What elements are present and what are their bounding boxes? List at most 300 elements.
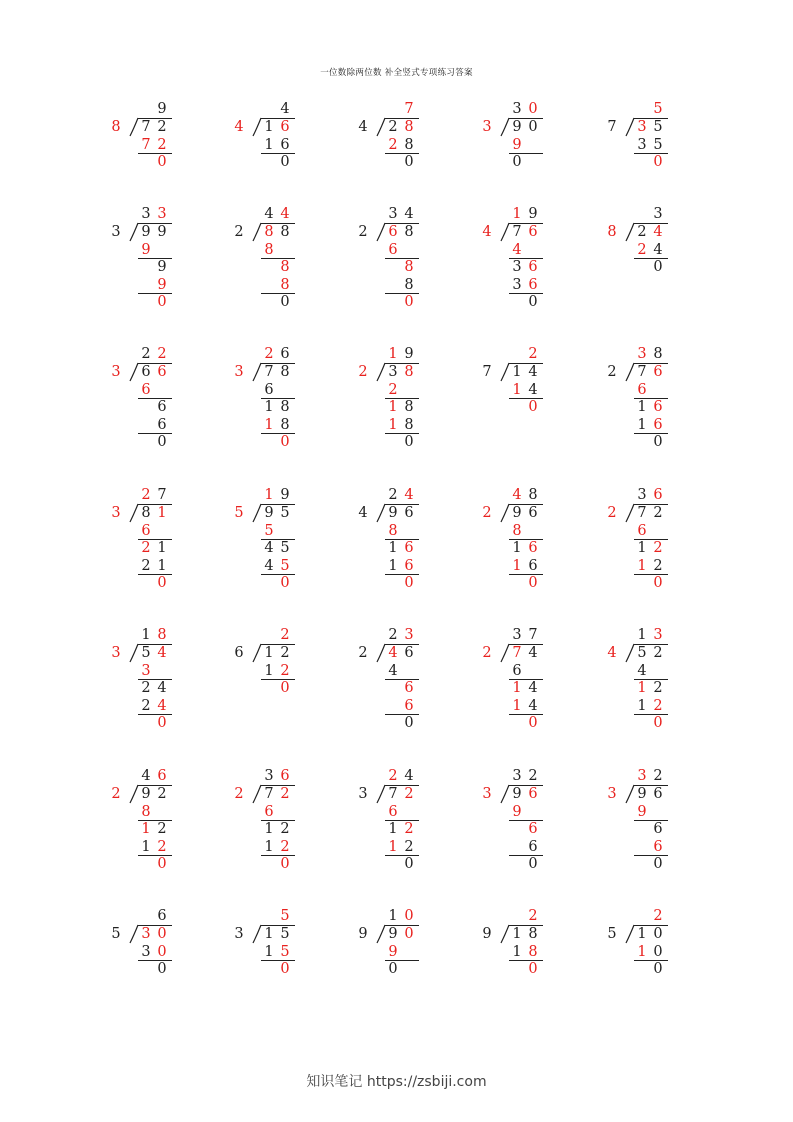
step-digit: 1 <box>157 557 167 574</box>
quotient-digit: 1 <box>388 346 398 362</box>
long-division-bracket-icon <box>373 783 387 809</box>
step-digit: 6 <box>653 416 663 433</box>
dividend-digit: 1 <box>157 505 167 521</box>
divisor: 2 <box>482 645 492 661</box>
quotient-digit: 4 <box>280 101 290 117</box>
step-digit: 1 <box>637 399 647 415</box>
quotient-digit: 3 <box>653 627 663 643</box>
dividend-digit: 7 <box>637 505 647 521</box>
dividend-digit: 2 <box>388 119 398 135</box>
dividend-digit: 2 <box>404 786 414 802</box>
step-digit: 0 <box>280 680 290 696</box>
long-division-bracket-icon <box>497 221 511 247</box>
step-digit: 0 <box>528 715 538 731</box>
divisor: 4 <box>607 645 617 661</box>
quotient-digit: 0 <box>404 908 414 924</box>
divisor: 8 <box>111 119 121 135</box>
step-digit: 6 <box>264 381 274 398</box>
long-division-bracket-icon <box>249 923 263 949</box>
long-division-bracket-icon <box>373 923 387 949</box>
step-digit: 0 <box>157 961 167 977</box>
dividend-digit: 9 <box>512 786 522 802</box>
step-digit: 3 <box>637 136 647 153</box>
step-digit: 9 <box>388 943 398 960</box>
step-digit: 0 <box>404 575 414 591</box>
step-digit: 2 <box>404 821 414 837</box>
division-problem <box>110 907 230 1037</box>
divisor: 3 <box>111 224 121 240</box>
quotient-digit: 2 <box>388 768 398 784</box>
step-digit: 1 <box>264 821 274 837</box>
step-digit: 2 <box>141 540 151 556</box>
quotient-digit: 9 <box>157 101 167 117</box>
quotient-digit: 0 <box>528 101 538 117</box>
step-digit: 1 <box>637 557 647 574</box>
divisor: 2 <box>607 364 617 380</box>
step-digit: 0 <box>157 943 167 960</box>
step-digit: 6 <box>512 662 522 679</box>
quotient-digit: 2 <box>388 627 398 643</box>
dividend-digit: 6 <box>528 224 538 240</box>
quotient-digit: 4 <box>512 487 522 503</box>
long-division-bracket-icon <box>249 221 263 247</box>
division-problem <box>357 205 477 335</box>
step-digit: 2 <box>157 838 167 855</box>
step-digit: 1 <box>264 416 274 433</box>
step-digit: 6 <box>388 803 398 820</box>
step-digit: 8 <box>280 399 290 415</box>
quotient-digit: 4 <box>404 206 414 222</box>
dividend-digit: 9 <box>512 505 522 521</box>
step-digit: 3 <box>512 259 522 275</box>
step-digit: 0 <box>528 961 538 977</box>
step-digit: 9 <box>637 803 647 820</box>
divisor: 3 <box>482 119 492 135</box>
step-digit: 0 <box>157 856 167 872</box>
step-digit: 2 <box>388 381 398 398</box>
step-digit: 0 <box>653 961 663 977</box>
step-digit: 2 <box>280 838 290 855</box>
step-digit: 2 <box>141 680 151 696</box>
divisor: 3 <box>234 364 244 380</box>
dividend-digit: 4 <box>528 364 538 380</box>
step-digit: 8 <box>512 522 522 539</box>
divisor: 3 <box>234 926 244 942</box>
step-digit: 4 <box>512 241 522 258</box>
dividend-digit: 2 <box>653 505 663 521</box>
dividend-digit: 6 <box>141 364 151 380</box>
step-digit: 1 <box>264 943 274 960</box>
step-digit: 1 <box>512 381 522 398</box>
quotient-digit: 4 <box>280 206 290 222</box>
division-problem <box>110 767 230 897</box>
quotient-digit: 2 <box>528 346 538 362</box>
divisor: 3 <box>111 364 121 380</box>
division-problem <box>233 205 353 335</box>
divisor: 3 <box>482 786 492 802</box>
division-problem <box>110 486 230 616</box>
step-digit: 6 <box>653 838 663 855</box>
quotient-digit: 5 <box>280 908 290 924</box>
dividend-digit: 1 <box>264 119 274 135</box>
long-division-bracket-icon <box>249 116 263 142</box>
step-digit: 3 <box>141 662 151 679</box>
step-digit: 0 <box>404 294 414 310</box>
quotient-digit: 2 <box>141 346 151 362</box>
step-digit: 1 <box>512 557 522 574</box>
dividend-digit: 9 <box>157 224 167 240</box>
dividend-digit: 9 <box>264 505 274 521</box>
quotient-digit: 2 <box>141 487 151 503</box>
step-digit: 0 <box>388 961 398 977</box>
step-digit: 1 <box>637 680 647 696</box>
quotient-digit: 3 <box>512 768 522 784</box>
quotient-digit: 2 <box>528 908 538 924</box>
step-digit: 0 <box>157 154 167 170</box>
quotient-digit: 8 <box>157 627 167 643</box>
page-title: 一位数除两位数 补全竖式专项练习答案 <box>320 68 473 78</box>
step-digit: 6 <box>404 557 414 574</box>
step-digit: 6 <box>404 540 414 556</box>
long-division-bracket-icon <box>497 642 511 668</box>
step-digit: 0 <box>157 294 167 310</box>
step-digit: 0 <box>653 575 663 591</box>
quotient-digit: 4 <box>264 206 274 222</box>
quotient-digit: 3 <box>512 101 522 117</box>
dividend-digit: 3 <box>388 364 398 380</box>
divisor: 7 <box>607 119 617 135</box>
step-digit: 5 <box>264 522 274 539</box>
dividend-digit: 2 <box>157 119 167 135</box>
step-digit: 0 <box>653 434 663 450</box>
long-division-bracket-icon <box>249 361 263 387</box>
quotient-digit: 2 <box>280 627 290 643</box>
quotient-digit: 1 <box>512 206 522 222</box>
step-digit: 0 <box>512 154 522 170</box>
dividend-digit: 1 <box>512 926 522 942</box>
quotient-digit: 2 <box>264 346 274 362</box>
divisor: 2 <box>607 505 617 521</box>
step-digit: 9 <box>157 276 167 293</box>
dividend-digit: 4 <box>653 224 663 240</box>
dividend-digit: 2 <box>637 224 647 240</box>
step-digit: 0 <box>528 399 538 415</box>
divisor: 2 <box>358 645 368 661</box>
step-digit: 6 <box>157 399 167 415</box>
quotient-digit: 2 <box>157 346 167 362</box>
step-digit: 8 <box>280 276 290 293</box>
step-digit: 4 <box>157 697 167 714</box>
step-digit: 6 <box>264 803 274 820</box>
step-digit: 6 <box>653 821 663 837</box>
long-division-bracket-icon <box>373 502 387 528</box>
step-digit: 2 <box>404 838 414 855</box>
step-digit: 2 <box>653 557 663 574</box>
long-division-bracket-icon <box>249 642 263 668</box>
division-problem <box>110 205 230 335</box>
long-division-bracket-icon <box>497 923 511 949</box>
step-digit: 0 <box>653 943 663 960</box>
division-problem <box>606 907 726 1037</box>
step-digit: 9 <box>141 241 151 258</box>
step-digit: 0 <box>528 575 538 591</box>
dividend-digit: 1 <box>264 645 274 661</box>
long-division-bracket-icon <box>373 221 387 247</box>
divisor: 2 <box>234 224 244 240</box>
division-problem <box>357 907 477 1037</box>
step-digit: 2 <box>280 662 290 679</box>
step-digit: 6 <box>404 697 414 714</box>
long-division-bracket-icon <box>622 783 636 809</box>
divisor: 2 <box>234 786 244 802</box>
divisor: 4 <box>482 224 492 240</box>
step-digit: 0 <box>528 856 538 872</box>
long-division-bracket-icon <box>373 361 387 387</box>
step-digit: 8 <box>280 259 290 275</box>
dividend-digit: 2 <box>653 645 663 661</box>
step-digit: 6 <box>528 276 538 293</box>
dividend-digit: 7 <box>512 224 522 240</box>
step-digit: 6 <box>141 522 151 539</box>
dividend-digit: 0 <box>404 926 414 942</box>
quotient-digit: 3 <box>141 206 151 222</box>
quotient-digit: 2 <box>528 768 538 784</box>
step-digit: 0 <box>280 434 290 450</box>
quotient-digit: 3 <box>388 206 398 222</box>
divisor: 3 <box>111 645 121 661</box>
dividend-digit: 4 <box>388 645 398 661</box>
step-digit: 2 <box>157 821 167 837</box>
step-digit: 6 <box>404 680 414 696</box>
dividend-digit: 5 <box>653 119 663 135</box>
step-digit: 1 <box>141 838 151 855</box>
long-division-bracket-icon <box>622 221 636 247</box>
step-digit: 0 <box>404 715 414 731</box>
dividend-digit: 0 <box>157 926 167 942</box>
divisor: 9 <box>358 926 368 942</box>
quotient-digit: 6 <box>157 908 167 924</box>
division-problem <box>233 907 353 1037</box>
step-digit: 1 <box>388 540 398 556</box>
step-digit: 0 <box>280 961 290 977</box>
long-division-bracket-icon <box>126 502 140 528</box>
long-division-bracket-icon <box>126 361 140 387</box>
long-division-bracket-icon <box>126 642 140 668</box>
long-division-bracket-icon <box>497 783 511 809</box>
division-problem <box>233 626 353 756</box>
dividend-digit: 6 <box>280 119 290 135</box>
step-digit: 0 <box>280 154 290 170</box>
division-problem <box>481 205 601 335</box>
dividend-digit: 1 <box>637 926 647 942</box>
dividend-digit: 6 <box>404 505 414 521</box>
long-division-bracket-icon <box>249 783 263 809</box>
step-digit: 9 <box>512 803 522 820</box>
step-digit: 0 <box>157 434 167 450</box>
step-digit: 5 <box>280 557 290 574</box>
step-digit: 8 <box>404 259 414 275</box>
step-digit: 5 <box>280 943 290 960</box>
dividend-digit: 1 <box>264 926 274 942</box>
step-digit: 4 <box>157 680 167 696</box>
quotient-digit: 4 <box>141 768 151 784</box>
long-division-bracket-icon <box>126 783 140 809</box>
dividend-digit: 8 <box>141 505 151 521</box>
dividend-digit: 9 <box>637 786 647 802</box>
step-digit: 6 <box>528 259 538 275</box>
step-digit: 1 <box>388 416 398 433</box>
long-division-bracket-icon <box>126 116 140 142</box>
dividend-digit: 9 <box>388 505 398 521</box>
step-digit: 2 <box>157 136 167 153</box>
long-division-bracket-icon <box>497 116 511 142</box>
step-digit: 2 <box>653 680 663 696</box>
division-problem <box>481 486 601 616</box>
division-problem <box>233 345 353 475</box>
step-digit: 2 <box>388 136 398 153</box>
step-digit: 6 <box>528 540 538 556</box>
dividend-digit: 1 <box>512 364 522 380</box>
dividend-digit: 6 <box>157 364 167 380</box>
dividend-digit: 8 <box>264 224 274 240</box>
long-division-bracket-icon <box>622 923 636 949</box>
quotient-digit: 6 <box>280 346 290 362</box>
dividend-digit: 7 <box>512 645 522 661</box>
quotient-digit: 2 <box>653 908 663 924</box>
divisor: 5 <box>111 926 121 942</box>
dividend-digit: 8 <box>280 364 290 380</box>
long-division-bracket-icon <box>622 502 636 528</box>
dividend-digit: 3 <box>141 926 151 942</box>
step-digit: 8 <box>404 399 414 415</box>
quotient-digit: 9 <box>528 206 538 222</box>
step-digit: 1 <box>388 838 398 855</box>
step-digit: 0 <box>404 154 414 170</box>
dividend-digit: 6 <box>388 224 398 240</box>
dividend-digit: 6 <box>653 364 663 380</box>
long-division-bracket-icon <box>126 221 140 247</box>
dividend-digit: 8 <box>404 364 414 380</box>
division-problem <box>357 486 477 616</box>
quotient-digit: 3 <box>512 627 522 643</box>
divisor: 3 <box>358 786 368 802</box>
dividend-digit: 6 <box>528 786 538 802</box>
divisor: 4 <box>234 119 244 135</box>
step-digit: 8 <box>404 136 414 153</box>
step-digit: 8 <box>404 276 414 293</box>
step-digit: 4 <box>264 540 274 556</box>
quotient-digit: 7 <box>404 101 414 117</box>
step-digit: 2 <box>653 697 663 714</box>
step-digit: 1 <box>157 540 167 556</box>
long-division-bracket-icon <box>373 116 387 142</box>
step-digit: 5 <box>280 540 290 556</box>
divisor: 2 <box>358 224 368 240</box>
division-problem <box>481 767 601 897</box>
step-digit: 0 <box>653 856 663 872</box>
division-problem <box>606 205 726 335</box>
step-digit: 0 <box>653 259 663 275</box>
step-digit: 4 <box>653 241 663 258</box>
divisor: 9 <box>482 926 492 942</box>
quotient-digit: 1 <box>388 908 398 924</box>
step-digit: 1 <box>264 662 274 679</box>
quotient-digit: 3 <box>637 768 647 784</box>
dividend-digit: 7 <box>264 786 274 802</box>
dividend-digit: 6 <box>404 645 414 661</box>
step-digit: 3 <box>512 276 522 293</box>
long-division-bracket-icon <box>622 642 636 668</box>
long-division-bracket-icon <box>622 361 636 387</box>
dividend-digit: 2 <box>280 786 290 802</box>
division-problem <box>606 486 726 616</box>
dividend-digit: 8 <box>404 224 414 240</box>
quotient-digit: 3 <box>653 206 663 222</box>
step-digit: 1 <box>637 416 647 433</box>
step-digit: 3 <box>141 943 151 960</box>
quotient-digit: 1 <box>637 627 647 643</box>
division-problem <box>110 345 230 475</box>
quotient-digit: 7 <box>157 487 167 503</box>
quotient-digit: 8 <box>528 487 538 503</box>
quotient-digit: 4 <box>404 487 414 503</box>
step-digit: 2 <box>637 241 647 258</box>
division-problem <box>606 626 726 756</box>
division-problem <box>233 767 353 897</box>
step-digit: 4 <box>528 697 538 714</box>
dividend-digit: 5 <box>280 926 290 942</box>
dividend-digit: 9 <box>388 926 398 942</box>
dividend-digit: 8 <box>404 119 414 135</box>
step-digit: 9 <box>157 259 167 275</box>
quotient-digit: 3 <box>404 627 414 643</box>
divisor: 3 <box>111 505 121 521</box>
divisor: 6 <box>234 645 244 661</box>
quotient-digit: 6 <box>157 768 167 784</box>
step-digit: 0 <box>280 294 290 310</box>
step-digit: 4 <box>388 662 398 679</box>
step-digit: 2 <box>653 540 663 556</box>
quotient-digit: 8 <box>653 346 663 362</box>
long-division-bracket-icon <box>126 923 140 949</box>
long-division-bracket-icon <box>497 502 511 528</box>
quotient-digit: 2 <box>653 768 663 784</box>
dividend-digit: 9 <box>141 786 151 802</box>
dividend-digit: 9 <box>512 119 522 135</box>
step-digit: 4 <box>637 662 647 679</box>
long-division-bracket-icon <box>249 502 263 528</box>
division-problem <box>357 345 477 475</box>
step-digit: 0 <box>404 856 414 872</box>
step-digit: 1 <box>512 943 522 960</box>
step-digit: 8 <box>404 416 414 433</box>
divisor: 5 <box>607 926 617 942</box>
step-digit: 6 <box>637 522 647 539</box>
step-digit: 1 <box>512 680 522 696</box>
divisor: 5 <box>234 505 244 521</box>
step-digit: 8 <box>528 943 538 960</box>
dividend-digit: 7 <box>141 119 151 135</box>
step-digit: 0 <box>653 715 663 731</box>
step-digit: 2 <box>141 557 151 574</box>
step-digit: 6 <box>528 838 538 855</box>
quotient-digit: 1 <box>141 627 151 643</box>
dividend-digit: 9 <box>141 224 151 240</box>
step-digit: 2 <box>141 697 151 714</box>
step-digit: 7 <box>141 136 151 153</box>
divisor: 4 <box>358 505 368 521</box>
step-digit: 8 <box>264 241 274 258</box>
